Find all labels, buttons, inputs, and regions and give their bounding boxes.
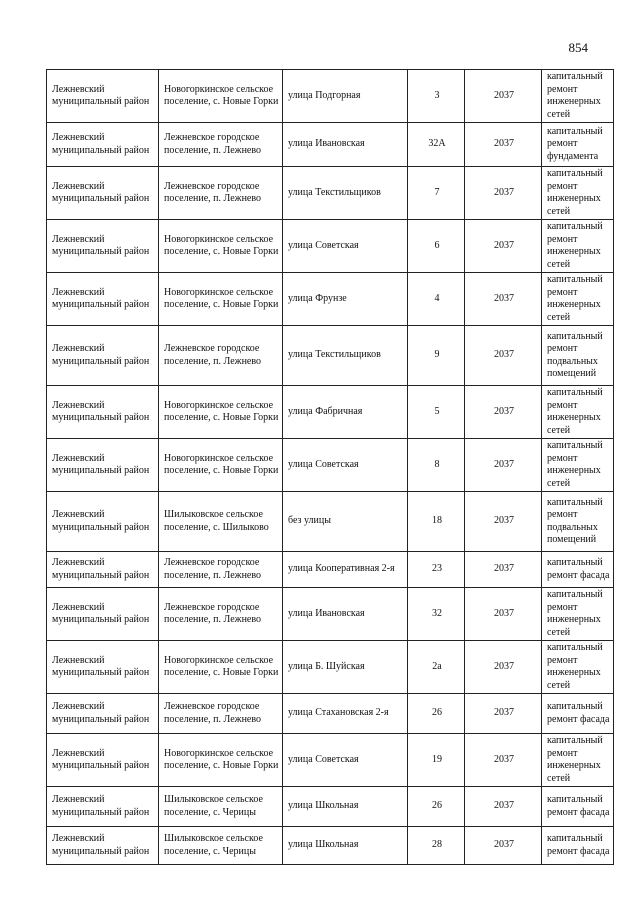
cell-work-type: капитальный ремонт инженерных сетей <box>542 641 614 694</box>
cell-house-number: 4 <box>408 273 465 326</box>
table-row <box>47 70 614 123</box>
cell-house-number: 3 <box>408 70 465 123</box>
cell-street: улица Ивановская <box>283 588 408 641</box>
cell-work-type: капитальный ремонт подвальных помещений <box>542 492 614 552</box>
cell-settlement: Лежневское городское поселение, п. Лежнево <box>159 167 283 220</box>
cell-district: Лежневский муниципальный район <box>47 641 159 694</box>
cell-settlement: Новогоркинское сельское поселение, с. Новые Горки <box>159 734 283 787</box>
cell-settlement: Новогоркинское сельское поселение, с. Новые Горки <box>159 386 283 439</box>
cell-street: улица Школьная <box>283 827 408 865</box>
cell-house-number: 32 <box>408 588 465 641</box>
table-row <box>47 167 614 220</box>
cell-settlement: Новогоркинское сельское поселение, с. Новые Горки <box>159 439 283 492</box>
cell-work-type: капитальный ремонт инженерных сетей <box>542 220 614 273</box>
cell-year: 2037 <box>465 70 542 123</box>
table-row <box>47 827 614 865</box>
cell-work-type: капитальный ремонт инженерных сетей <box>542 588 614 641</box>
cell-house-number: 19 <box>408 734 465 787</box>
cell-district: Лежневский муниципальный район <box>47 827 159 865</box>
cell-year: 2037 <box>465 787 542 827</box>
cell-street: улица Советская <box>283 439 408 492</box>
cell-settlement: Новогоркинское сельское поселение, с. Новые Горки <box>159 641 283 694</box>
cell-work-type: капитальный ремонт инженерных сетей <box>542 70 614 123</box>
cell-street: улица Текстильщиков <box>283 167 408 220</box>
cell-district: Лежневский муниципальный район <box>47 326 159 386</box>
table-row <box>47 552 614 588</box>
table-row <box>47 386 614 439</box>
cell-street: улица Кооперативная 2-я <box>283 552 408 588</box>
cell-district: Лежневский муниципальный район <box>47 734 159 787</box>
cell-district: Лежневский муниципальный район <box>47 70 159 123</box>
table-row <box>47 220 614 273</box>
cell-house-number: 18 <box>408 492 465 552</box>
cell-district: Лежневский муниципальный район <box>47 273 159 326</box>
table-row <box>47 439 614 492</box>
cell-work-type: капитальный ремонт подвальных помещений <box>542 326 614 386</box>
cell-house-number: 28 <box>408 827 465 865</box>
cell-work-type: капитальный ремонт инженерных сетей <box>542 734 614 787</box>
cell-district: Лежневский муниципальный район <box>47 787 159 827</box>
cell-year: 2037 <box>465 123 542 167</box>
cell-work-type: капитальный ремонт инженерных сетей <box>542 386 614 439</box>
cell-house-number: 23 <box>408 552 465 588</box>
cell-year: 2037 <box>465 386 542 439</box>
cell-year: 2037 <box>465 694 542 734</box>
cell-year: 2037 <box>465 167 542 220</box>
cell-district: Лежневский муниципальный район <box>47 588 159 641</box>
cell-district: Лежневский муниципальный район <box>47 552 159 588</box>
cell-year: 2037 <box>465 827 542 865</box>
cell-work-type: капитальный ремонт фасада <box>542 694 614 734</box>
cell-year: 2037 <box>465 552 542 588</box>
cell-street: улица Фрунзе <box>283 273 408 326</box>
cell-work-type: капитальный ремонт фасада <box>542 827 614 865</box>
cell-street: без улицы <box>283 492 408 552</box>
table-row <box>47 787 614 827</box>
cell-district: Лежневский муниципальный район <box>47 386 159 439</box>
cell-district: Лежневский муниципальный район <box>47 492 159 552</box>
cell-street: улица Стахановская 2-я <box>283 694 408 734</box>
cell-year: 2037 <box>465 588 542 641</box>
table-row <box>47 123 614 167</box>
cell-district: Лежневский муниципальный район <box>47 220 159 273</box>
table-row <box>47 641 614 694</box>
cell-work-type: капитальный ремонт инженерных сетей <box>542 439 614 492</box>
cell-house-number: 8 <box>408 439 465 492</box>
table-row <box>47 694 614 734</box>
cell-district: Лежневский муниципальный район <box>47 694 159 734</box>
cell-year: 2037 <box>465 326 542 386</box>
table-row <box>47 492 614 552</box>
table-row <box>47 326 614 386</box>
cell-settlement: Новогоркинское сельское поселение, с. Новые Горки <box>159 273 283 326</box>
cell-settlement: Новогоркинское сельское поселение, с. Новые Горки <box>159 70 283 123</box>
table-row <box>47 273 614 326</box>
cell-street: улица Текстильщиков <box>283 326 408 386</box>
cell-house-number: 6 <box>408 220 465 273</box>
cell-house-number: 7 <box>408 167 465 220</box>
table-row <box>47 588 614 641</box>
cell-street: улица Школьная <box>283 787 408 827</box>
cell-street: улица Советская <box>283 734 408 787</box>
cell-year: 2037 <box>465 439 542 492</box>
cell-settlement: Лежневское городское поселение, п. Лежнево <box>159 694 283 734</box>
page-number: 854 <box>568 40 588 55</box>
cell-settlement: Новогоркинское сельское поселение, с. Новые Горки <box>159 220 283 273</box>
cell-settlement: Шилыковское сельское поселение, с. Черицы <box>159 787 283 827</box>
cell-settlement: Лежневское городское поселение, п. Лежнево <box>159 123 283 167</box>
cell-settlement: Шилыковское сельское поселение, с. Черицы <box>159 827 283 865</box>
cell-house-number: 26 <box>408 694 465 734</box>
cell-street: улица Б. Шуйская <box>283 641 408 694</box>
cell-settlement: Лежневское городское поселение, п. Лежнево <box>159 588 283 641</box>
cell-year: 2037 <box>465 492 542 552</box>
cell-street: улица Подгорная <box>283 70 408 123</box>
cell-year: 2037 <box>465 641 542 694</box>
cell-house-number: 32А <box>408 123 465 167</box>
cell-street: улица Ивановская <box>283 123 408 167</box>
cell-work-type: капитальный ремонт фасада <box>542 787 614 827</box>
cell-district: Лежневский муниципальный район <box>47 167 159 220</box>
cell-year: 2037 <box>465 734 542 787</box>
cell-settlement: Шилыковское сельское поселение, с. Шилыково <box>159 492 283 552</box>
cell-house-number: 5 <box>408 386 465 439</box>
cell-work-type: капитальный ремонт инженерных сетей <box>542 273 614 326</box>
cell-year: 2037 <box>465 220 542 273</box>
cell-settlement: Лежневское городское поселение, п. Лежнево <box>159 326 283 386</box>
cell-settlement: Лежневское городское поселение, п. Лежнево <box>159 552 283 588</box>
housing-registry-table <box>46 69 614 865</box>
table-row <box>47 734 614 787</box>
cell-year: 2037 <box>465 273 542 326</box>
cell-house-number: 2а <box>408 641 465 694</box>
cell-work-type: капитальный ремонт фундамента <box>542 123 614 167</box>
cell-work-type: капитальный ремонт инженерных сетей <box>542 167 614 220</box>
cell-street: улица Советская <box>283 220 408 273</box>
cell-work-type: капитальный ремонт фасада <box>542 552 614 588</box>
cell-street: улица Фабричная <box>283 386 408 439</box>
cell-district: Лежневский муниципальный район <box>47 123 159 167</box>
cell-district: Лежневский муниципальный район <box>47 439 159 492</box>
cell-house-number: 9 <box>408 326 465 386</box>
cell-house-number: 26 <box>408 787 465 827</box>
